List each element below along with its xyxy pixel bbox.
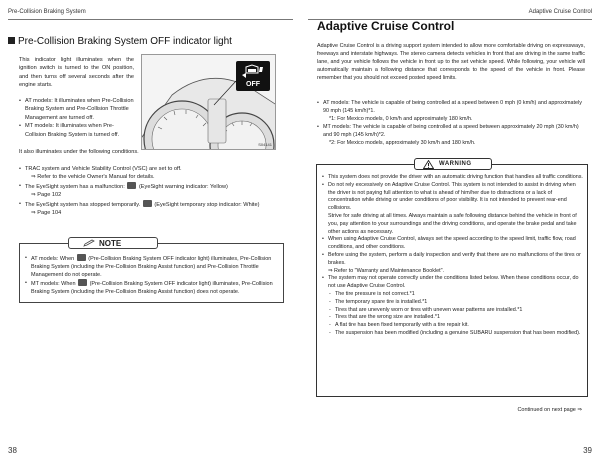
condition-subitem: - The tire pressure is not correct.*1 — [328, 291, 584, 299]
warning-item: • Do not rely excessively on Adaptive Cruise Control. This system is not intended to assist in driving when the driver is not paying full attention to what is ahead of him/her due to distractions or a lack of concentration while driving or under conditions of poor visibility. It is not intended to prevent rear-end collisions. Strive for safe driving at all times. Always maintain a safe following distance behind the vehicle in front of you, pay attention to your surroundings and the driving conditions, and operate the brake pedal and take other actions as necessary. — [322, 182, 584, 237]
speed-range-item: • MT models: The vehicle is capable of being controlled at a speed between approximately 20 mph (30 km/h) and 90 mph (145 km/h)*2. *2: For Mexico models, approximately 30 km/h and 180 km/h. — [317, 123, 585, 147]
warning-item: • Before using the system, perform a daily inspection and verify that there are no malfunctions of the tires or brakes. ⇒ Refer to "Warranty and Maintenance Booklet". — [322, 252, 584, 275]
warning-item: • The system may not operate correctly under the conditions listed below. When these conditions occur, do not use Adaptive Cruise Control. - The tire pressure is not correct.*1 - The temporary spare tire is installed.*1 - Tires that are unevenly worn or tires with uneven wear patterns are installed.*1 - Tires that are the wrong size are installed.*1 - A flat tire has been fixed temporarily with a tire repair kit. - The suspension has been modified (including a genuine SUBARU suspension that has been modified). — [322, 275, 584, 337]
footnote: *1: For Mexico models, 0 km/h and approximately 180 km/h. — [329, 116, 473, 123]
condition-subitem: - Tires that are the wrong size are installed.*1 — [328, 314, 584, 322]
cross-reference: ⇒ Refer to "Warranty and Maintenance Booklet". — [328, 267, 445, 274]
heading-square-icon — [8, 37, 15, 44]
page-number-right: 39 — [583, 446, 592, 455]
intro-paragraph: This indicator light illuminates when the ignition switch is turned to the ON position, and then turns off several seconds after the engine starts. — [19, 57, 134, 89]
warning-paragraph: Strive for safe driving at all times. Always maintain a safe following distance behind the vehicle in front of you, pay attention to your surroundings and the driving conditions, and operate the brake pedal and take other actions as necessary. — [328, 212, 577, 235]
page-number-left: 38 — [8, 446, 17, 455]
condition-item: • The EyeSight system has stopped temporarily. (EyeSight temporary stop indicator: White) ⇒ Page 104 — [19, 200, 284, 218]
condition-subitem: - The temporary spare tire is installed.*1 — [328, 299, 584, 307]
note-box — [19, 239, 284, 303]
off-indicator-label: OFF — [246, 81, 260, 88]
running-head-left: Pre-Collision Braking System — [8, 9, 86, 15]
conditions-intro: It also illuminates under the following conditions. — [19, 149, 139, 155]
page-title: Adaptive Cruise Control — [317, 19, 455, 33]
condition-subitem: - A flat tire has been fixed temporarily with a tire repair kit. — [328, 322, 584, 330]
speed-range-item: • AT models: The vehicle is capable of being controlled at a speed between 0 mph (0 km/h) and approximately 90 mph (145 km/h)*1. *1: For Mexico models, 0 km/h and approximately 180 km/h. — [317, 99, 585, 123]
condition-sublist — [328, 291, 584, 338]
warning-item: • When using Adaptive Cruise Control, always set the speed according to the speed limit, traffic flow, road conditions, and other conditions. — [322, 236, 584, 252]
note-header: NOTE — [68, 237, 158, 249]
header-rule-left — [8, 19, 293, 20]
cross-reference: ⇒ Page 102 — [31, 192, 62, 199]
right-page — [300, 0, 600, 471]
warning-box — [316, 161, 588, 397]
model-item: • MT models: It illuminates when Pre-Collision Braking System is turned off. — [19, 122, 134, 139]
condition-subitem: - Tires that are unevenly worn or tires with uneven wear patterns are installed.*1 — [328, 307, 584, 315]
pencil-icon — [83, 239, 95, 247]
instrument-cluster-illustration — [142, 55, 276, 150]
intro-paragraph: Adaptive Cruise Control is a driving support system intended to allow more comfortable driving on expressways, freeways and interstate highways. The stereo camera detects vehicles in front that are driving in the same traffic lane, and your vehicle follows the vehicle in front up to the set vehicle speed. While following, your vehicle will automatically maintain a following distance that corresponds to the speed of the vehicle in front. Please remember that you should not exceed posted speed limits. — [317, 43, 585, 82]
model-list — [19, 97, 134, 139]
warning-triangle-icon — [423, 160, 434, 169]
cross-reference: ⇒ Refer to the vehicle Owner's Manual for details. — [31, 174, 155, 181]
section-heading: Pre-Collision Braking System OFF indicator light — [8, 36, 232, 47]
model-item: • AT models: It illuminates when Pre-Collision Braking System and Pre-Collision Throttle Management are turned off. — [19, 97, 134, 122]
note-item: • AT models: When (Pre-Collision Braking System OFF indicator light) illuminates, Pre-Collision Braking System (including the Pre-Collision Braking Assist function) and Pre-Collision Throttle Management do not operate. — [25, 254, 280, 279]
footnote: *2: For Mexico models, approximately 30 km/h and 180 km/h. — [329, 140, 476, 147]
eyesight-temporary-stop-indicator-icon — [143, 200, 152, 207]
speed-range-list — [317, 99, 585, 148]
condition-item: • The EyeSight system has a malfunction: (EyeSight warning indicator: Yellow) ⇒ Page 102 — [19, 182, 284, 200]
eyesight-warning-indicator-icon — [127, 182, 136, 189]
note-item: • MT models: When (Pre-Collision Braking System OFF indicator light) illuminates, Pre-Collision Braking System (including the Pre-Collision Braking Assist function) does not operate. — [25, 279, 280, 296]
pcb-off-indicator-icon — [77, 254, 86, 261]
warning-item: • This system does not provide the driver with an automatic driving function that handles all traffic conditions. — [322, 174, 584, 182]
pcb-off-indicator-icon — [78, 279, 87, 286]
running-head-right: Adaptive Cruise Control — [528, 9, 592, 15]
figure-code: S04141 — [258, 142, 272, 147]
instrument-cluster-figure — [141, 54, 276, 150]
continued-on-next-page: Continued on next page ⇒ — [517, 407, 582, 413]
warning-list — [322, 174, 584, 338]
note-list — [25, 254, 280, 296]
warning-header: WARNING — [414, 158, 492, 170]
cross-reference: ⇒ Page 104 — [31, 210, 62, 217]
conditions-list — [19, 165, 284, 217]
condition-subitem: - The suspension has been modified (including a genuine SUBARU suspension that has been modified). — [328, 330, 584, 338]
condition-item: • TRAC system and Vehicle Stability Control (VSC) are set to off. ⇒ Refer to the vehicle Owner's Manual for details. — [19, 165, 284, 182]
